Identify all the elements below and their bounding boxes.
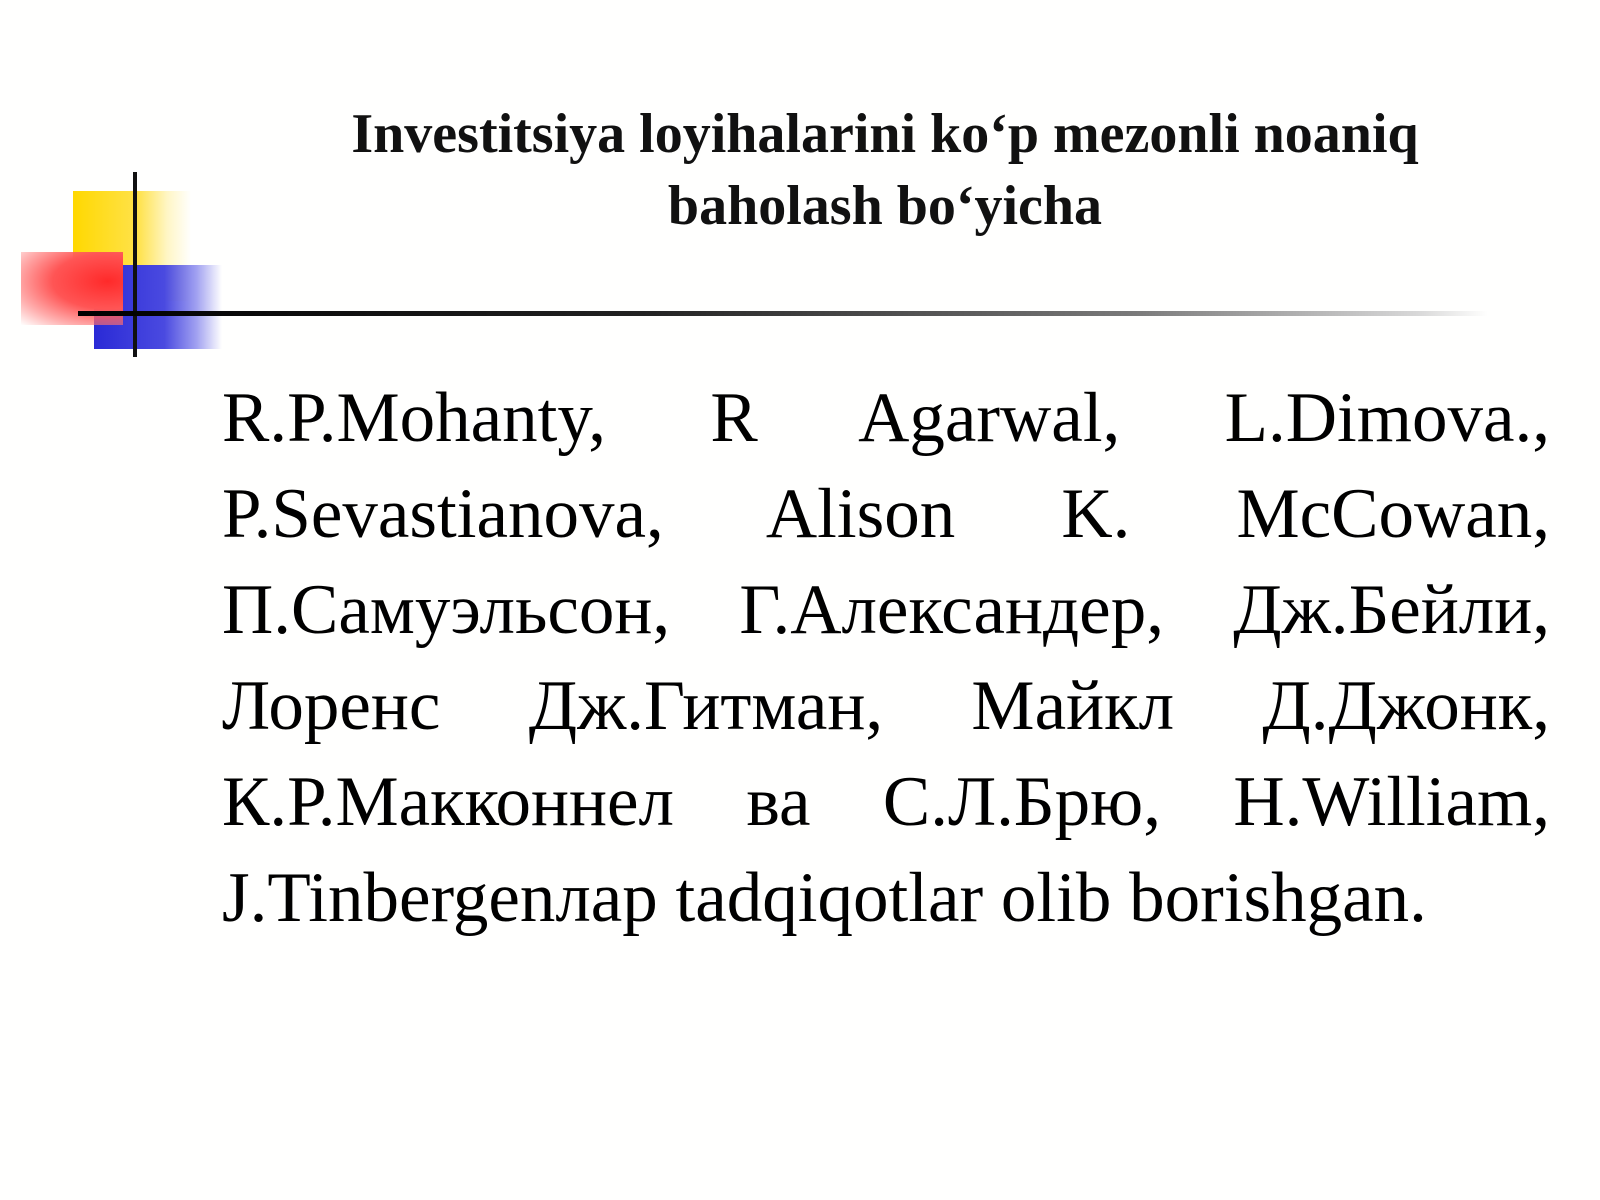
slide-title-line-1: Investitsiya loyihalarini ko‘p mezonli noaniq (351, 103, 1419, 165)
slide-title (250, 98, 1520, 242)
slide-title-line-2: baholash bo‘yicha (667, 175, 1103, 237)
decor-vertical-line (133, 172, 137, 357)
title-underline-rule (78, 311, 1488, 316)
slide-body-text: R.P.Mohanty, R Agarwal, L.Dimova., P.Sevastianova, Alison K. McCowan, П.Самуэльсон, Г.Александер, Дж.Бейли, Лоренс Дж.Гитман, Майкл Д.Джонк, К.Р.Макконнел ва С.Л.Брю, H.William, J.Tinbergenлар tadqiqotlar olib borishgan. (222, 379, 1550, 937)
